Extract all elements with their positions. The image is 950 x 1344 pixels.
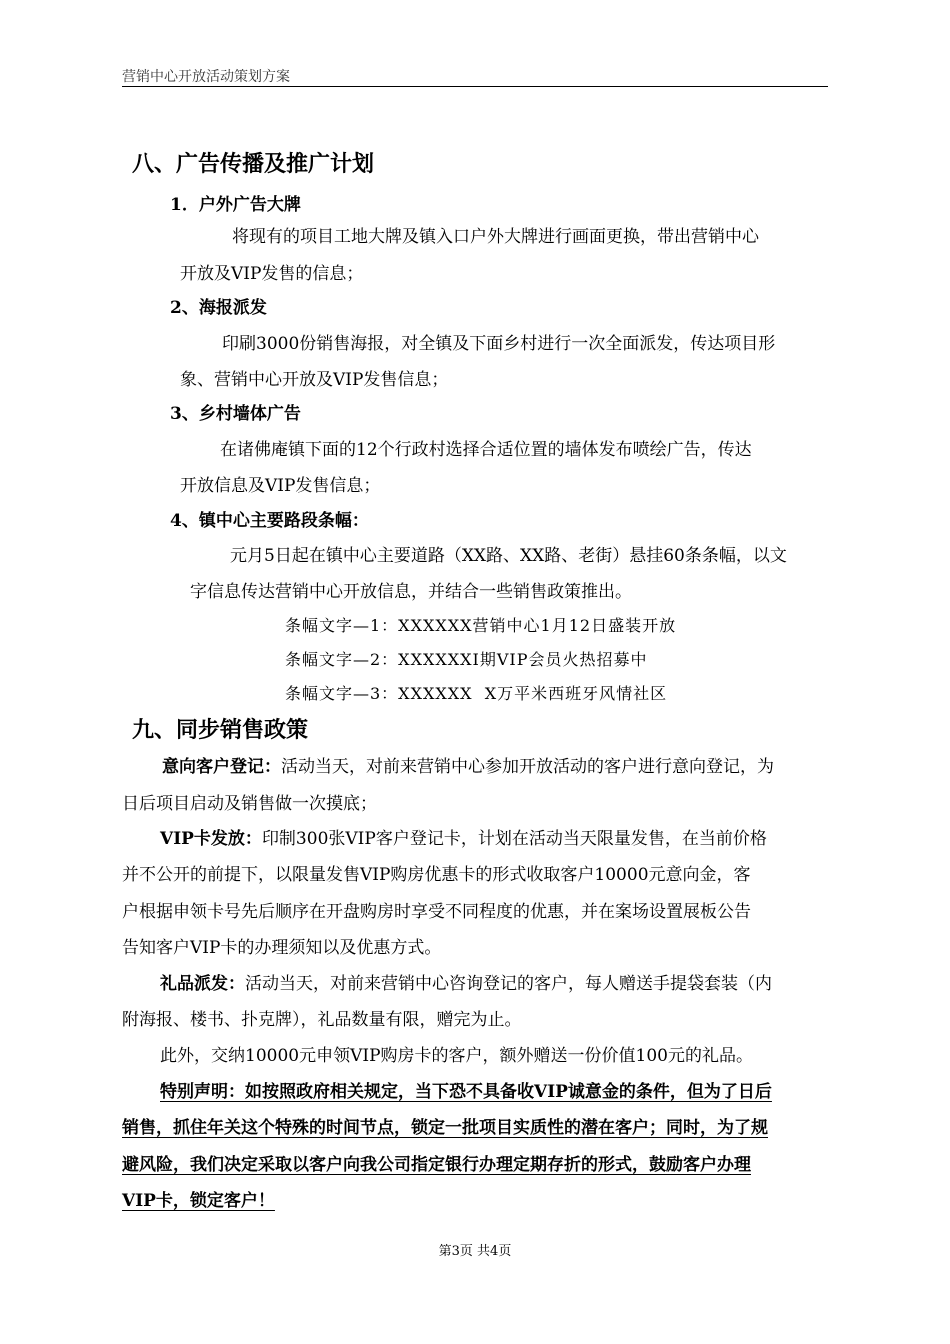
running-header: 营销中心开放活动策划方案 <box>122 69 290 85</box>
registration-line-1 <box>162 752 774 777</box>
gift-line-1 <box>160 969 772 994</box>
header-rule <box>122 86 828 87</box>
item-3-title: 3、乡村墙体广告 <box>170 404 301 424</box>
gift-line-2: 附海报、楼书、扑克牌），礼品数量有限，赠完为止。 <box>122 1010 522 1030</box>
section-9-title: 九、同步销售政策 <box>132 717 309 743</box>
banner-text-1: 条幅文字—1：XXXXXX营销中心1月12日盛装开放 <box>285 616 677 635</box>
item-3-line-2: 开放信息及VIP发售信息； <box>180 476 381 496</box>
notice-line-4: VIP卡，锁定客户！ <box>122 1191 275 1211</box>
notice-line-2: 销售，抓住年关这个特殊的时间节点，锁定一批项目实质性的潜在客户；同时，为了规 <box>122 1118 768 1138</box>
item-4-line-1: 元月5日起在镇中心主要道路（XX路、XX路、老街）悬挂60条条幅，以文 <box>230 546 787 566</box>
section-8-title: 八、广告传播及推广计划 <box>132 151 375 177</box>
page-number: 第3页 共4页 <box>438 1244 512 1259</box>
item-3-line-1: 在诸佛庵镇下面的12个行政村选择合适位置的墙体发布喷绘广告，传达 <box>220 440 752 460</box>
item-2-title: 2、海报派发 <box>170 298 267 318</box>
vip-line-4: 告知客户VIP卡的办理须知以及优惠方式。 <box>122 938 442 958</box>
notice-line-1: 特别声明：如按照政府相关规定，当下恐不具备收VIP诚意金的条件，但为了日后 <box>160 1082 772 1102</box>
vip-label: VIP卡发放： <box>160 829 262 849</box>
item-4-title: 4、镇中心主要路段条幅： <box>170 511 369 531</box>
vip-line-3: 户根据申领卡号先后顺序在开盘购房时享受不同程度的优惠，并在案场设置展板公告 <box>122 902 751 922</box>
item-1-title: 1．户外广告大牌 <box>170 195 301 215</box>
notice-line-3: 避风险，我们决定采取以客户向我公司指定银行办理定期存折的形式，鼓励客户办理 <box>122 1155 751 1175</box>
registration-text-1: 活动当天，对前来营销中心参加开放活动的客户进行意向登记，为 <box>281 757 774 777</box>
item-2-line-1: 印刷3000份销售海报，对全镇及下面乡村进行一次全面派发，传达项目形 <box>222 334 776 354</box>
banner-text-2: 条幅文字—2：XXXXXXI期VIP会员火热招募中 <box>285 650 648 669</box>
gift-label: 礼品派发： <box>160 974 245 994</box>
item-1-line-2: 开放及VIP发售的信息； <box>180 264 364 284</box>
vip-text-1: 印制300张VIP客户登记卡，计划在活动当天限量发售，在当前价格 <box>261 829 767 849</box>
item-1-line-1: 将现有的项目工地大牌及镇入口户外大牌进行画面更换，带出营销中心 <box>232 227 759 247</box>
banner-text-3: 条幅文字—3：XXXXXX X万平米西班牙风情社区 <box>285 684 668 703</box>
item-4-line-2: 字信息传达营销中心开放信息，并结合一些销售政策推出。 <box>190 582 632 602</box>
gift-line-3: 此外，交纳10000元申领VIP购房卡的客户，额外赠送一份价值100元的礼品。 <box>160 1046 753 1066</box>
registration-label: 意向客户登记： <box>162 757 281 777</box>
vip-line-2: 并不公开的前提下，以限量发售VIP购房优惠卡的形式收取客户10000元意向金，客 <box>122 865 751 885</box>
vip-line-1 <box>160 824 767 849</box>
registration-line-2: 日后项目启动及销售做一次摸底； <box>122 794 377 814</box>
item-2-line-2: 象、营销中心开放及VIP发售信息； <box>180 370 449 390</box>
gift-text-1: 活动当天，对前来营销中心咨询登记的客户，每人赠送手提袋套装（内 <box>245 974 772 994</box>
